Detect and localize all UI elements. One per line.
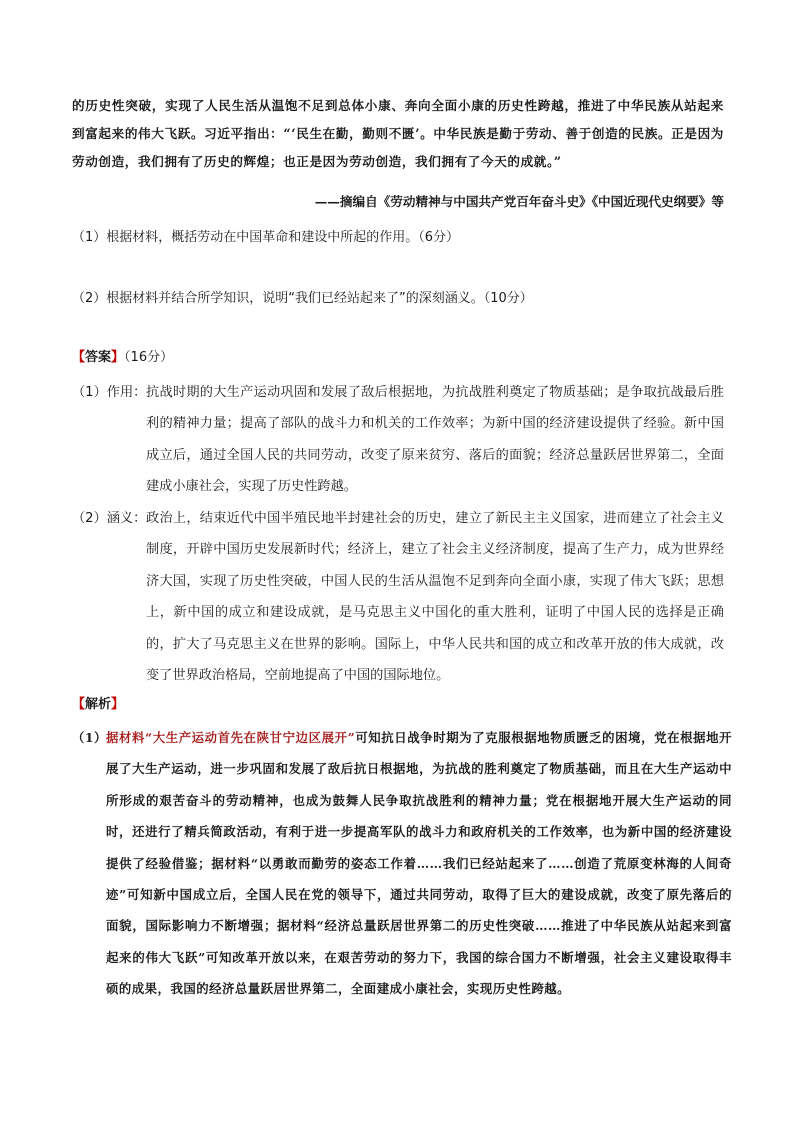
material-paragraph: 的历史性突破，实现了人民生活从温饱不足到总体小康、奔向全面小康的历史性跨越，推进了中华民族从站起来到富起来的伟大飞跃。习近平指出：“‘民生在勤，勤则不匮’。中华民族是勤于劳动、善于创造的民族。正是因为劳动创造，我们拥有了历史的辉煌；也正是因为劳动创造，我们拥有了今天的成就。” xyxy=(72,98,724,169)
question-2: （2）根据材料并结合所学知识，说明“我们已经站起来了”的深刻涵义。（10分） xyxy=(72,291,533,306)
analysis-bracket-open: 【 xyxy=(72,697,86,712)
answer-score: （16分） xyxy=(124,350,174,365)
analysis-bracket-close: 】 xyxy=(111,697,125,712)
analysis-quote: 据材料“大生产运动首先在陕甘宁边区展开” xyxy=(106,730,356,745)
answer-item-2-text: 政治上，结束近代中国半殖民地半封建社会的历史，建立了新民主主义国家，进而建立了社会主义制度，开辟中国历史发展新时代；经济上，建立了社会主义经济制度，提高了生产力，成为世界经济大国，实现了历史性突破，中国人民的生活从温饱不足到奔向全面小康，实现了伟大飞跃；思想上，新中国的成立和建设成就，是马克思主义中国化的重大胜利，证明了中国人民的选择是正确的，扩大了马克思主义在世界的影响。国际上，中华人民共和国的成立和改革开放的伟大成就，改变了世界政治格局，空前地提高了中国的国际地位。 xyxy=(146,511,724,684)
answer-heading-word: 答案 xyxy=(85,350,112,365)
question-1: （1）根据材料，概括劳动在中国革命和建设中所起的作用。（6分） xyxy=(72,230,460,245)
analysis-heading-word: 解析 xyxy=(85,697,112,712)
answer-heading xyxy=(72,348,173,368)
answer-item-2-label: （2）涵义： xyxy=(72,511,147,526)
analysis-text xyxy=(106,722,732,1005)
analysis-number: （1） xyxy=(72,730,107,745)
material-passage xyxy=(72,92,724,176)
answer-bracket-open: 【 xyxy=(72,350,86,365)
answer-bracket-close: 】 xyxy=(111,350,125,365)
material-source: ——摘编自《劳动精神与中国共产党百年奋斗史》《中国近现代史纲要》等 xyxy=(314,194,724,209)
analysis-body: 可知抗日战争时期为了克服根据地物质匮乏的困境，党在根据地开展了大生产运动，进一步巩固和发展了敌后抗日根据地，为抗战的胜利奠定了物质基础，而且在大生产运动中所形成的艰苦奋斗的劳动精神，也成为鼓舞人民争取抗战胜利的精神力量；党在根据地开展大生产运动的同时，还进行了精兵简政活动，有利于进一步提高军队的战斗力和政府机关的工作效率，也为新中国的经济建设提供了经验借鉴；据材料“以勇敢而勤劳的姿态工作着……我们已经站起来了……创造了荒原变林海的人间奇迹”可知新中国成立后，全国人民在党的领导下，通过共同劳动，取得了巨大的建设成就，改变了原先落后的面貌，国际影响力不断增强；据材料“经济总量跃居世界第二的历史性突破……推进了中华民族从站起来到富起来的伟大飞跃”可知改革开放以来，在艰苦劳动的努力下，我国的综合国力不断增强，社会主义建设取得丰硕的成果，我国的经济总量跃居世界第二，全面建成小康社会，实现历史性跨越。 xyxy=(106,730,732,997)
answer-item-1-text: 抗战时期的大生产运动巩固和发展了敌后根据地，为抗战胜利奠定了物质基础；是争取抗战最后胜利的精神力量；提高了部队的战斗力和机关的工作效率；为新中国的经济建设提供了经验。新中国成立后，通过全国人民的共同劳动，改变了原来贫穷、落后的面貌；经济总量跃居世界第二，全面建成小康社会，实现了历史性跨越。 xyxy=(146,385,724,495)
answer-item-2 xyxy=(72,503,732,693)
answer-item-1-label: （1）作用： xyxy=(72,385,147,400)
answer-item-1 xyxy=(72,377,732,507)
analysis-heading xyxy=(72,695,124,715)
